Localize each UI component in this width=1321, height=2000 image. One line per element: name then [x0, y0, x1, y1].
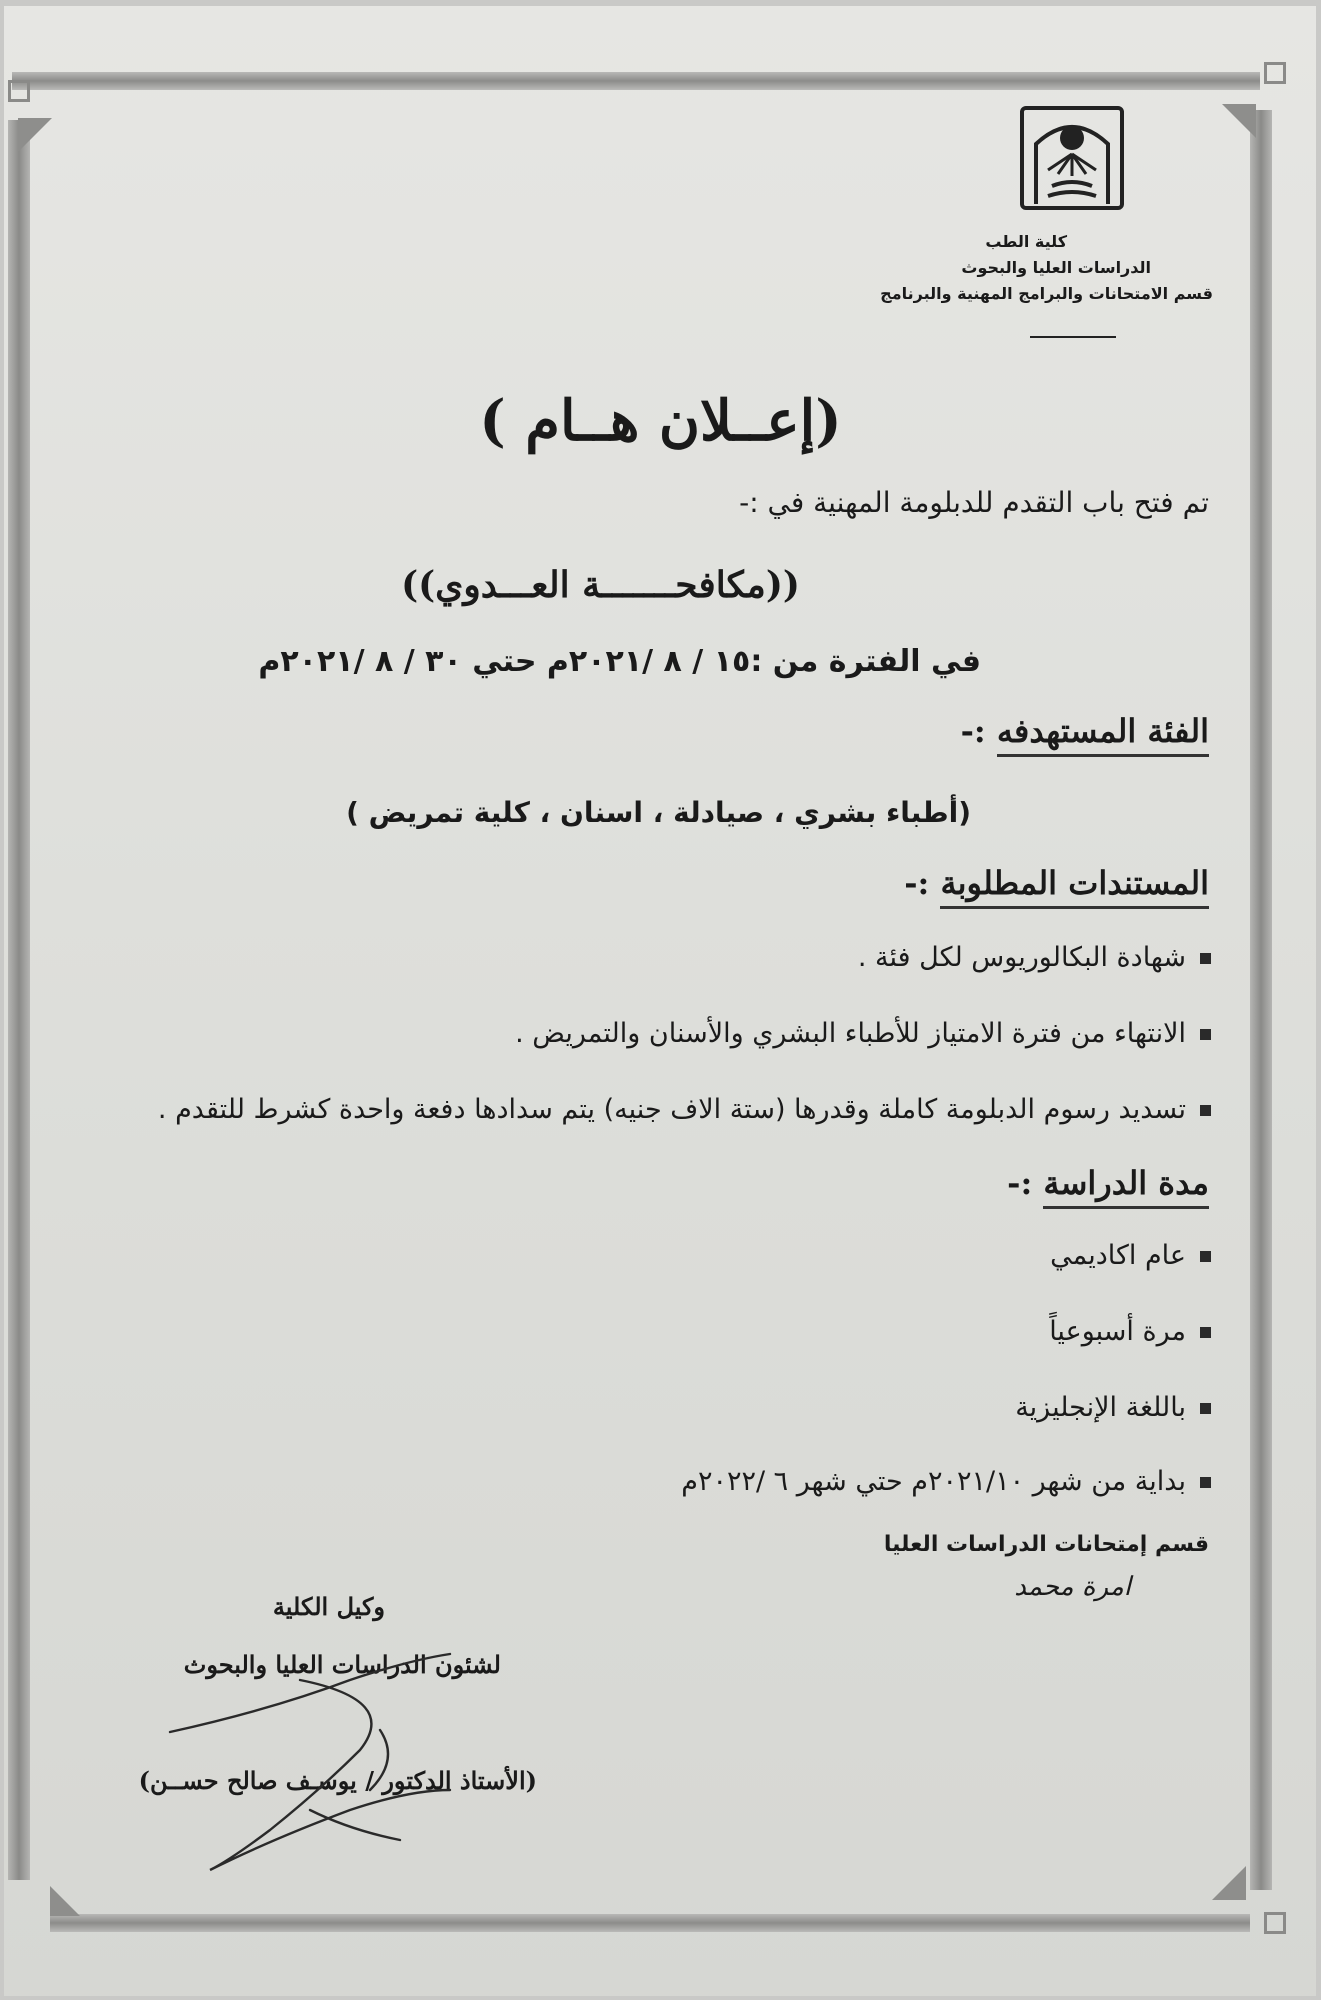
frame-square-ornament: [1264, 1912, 1286, 1934]
handwritten-initials: امرة محمد: [1014, 1572, 1131, 1602]
handwritten-signature-icon: [150, 1640, 510, 1900]
target-group-heading: [961, 712, 1209, 750]
diploma-name: ((مكافحـــــــة العـــدوي)): [401, 564, 800, 606]
signatory-name: (الأستاذ الدكتور / يوسـف صالح حســن): [138, 1766, 537, 1795]
document-item: تسديد رسوم الدبلومة كاملة وقدرها (ستة الاف جنيه) يتم سدادها دفعة واحدة كشرط للتقدم .: [158, 1094, 1211, 1125]
header-divider: [1030, 336, 1116, 338]
heading-suffix: :-: [904, 864, 941, 902]
frame-corner-ornament: [1222, 104, 1256, 138]
exams-office-label: قسم إمتحانات الدراسات العليا: [883, 1532, 1209, 1557]
frame-square-ornament: [1264, 62, 1286, 84]
intro-text: تم فتح باب التقدم للدبلومة المهنية في :-: [739, 486, 1209, 519]
department-name: الدراسات العليا والبحوث: [961, 258, 1151, 277]
frame-corner-ornament: [18, 118, 52, 152]
required-documents-heading-text: المستندات المطلوبة: [940, 864, 1209, 909]
duration-item: عام اكاديمي: [1050, 1240, 1211, 1271]
target-group-value: (أطباء بشري ، صيادلة ، اسنان ، كلية تمريض ): [346, 796, 971, 829]
signatory-title: وكيل الكلية: [272, 1592, 385, 1621]
frame-right-border: [1250, 110, 1272, 1890]
bullet-square-icon: [1200, 953, 1211, 964]
bullet-square-icon: [1200, 1105, 1211, 1116]
bullet-square-icon: [1200, 1403, 1211, 1414]
faculty-name: كلية الطب: [985, 232, 1067, 251]
target-group-heading-text: الفئة المستهدفه: [997, 712, 1209, 757]
duration-item: مرة أسبوعياً: [1049, 1316, 1211, 1347]
frame-left-border: [8, 120, 30, 1880]
signatory-department: لشئون الدراسات العليا والبحوث: [183, 1650, 501, 1679]
frame-bottom-border: [50, 1914, 1250, 1932]
frame-corner-ornament: [50, 1886, 80, 1916]
department-section: قسم الامتحانات والبرامج المهنية والبرنامج: [880, 284, 1213, 303]
duration-item: بداية من شهر ٢٠٢١/١٠م حتي شهر ٦ /٢٠٢٢م: [681, 1466, 1211, 1497]
frame-top-border: [12, 72, 1260, 90]
heading-suffix: :-: [1007, 1164, 1044, 1202]
application-period: في الفترة من :١٥ / ٨ /٢٠٢١م حتي ٣٠ / ٨ /٢٠٢١م: [258, 644, 981, 679]
announcement-title: (إعــلان هــام ): [479, 388, 842, 454]
study-duration-heading: [1007, 1164, 1209, 1202]
study-duration-heading-text: مدة الدراسة: [1043, 1164, 1209, 1209]
duration-item: باللغة الإنجليزية: [1015, 1392, 1211, 1423]
bullet-square-icon: [1200, 1251, 1211, 1262]
assiut-university-logo-icon: [1018, 104, 1126, 212]
required-documents-heading: [904, 864, 1209, 902]
bullet-square-icon: [1200, 1327, 1211, 1338]
heading-suffix: :-: [960, 712, 997, 750]
frame-corner-ornament: [1212, 1866, 1246, 1900]
bullet-square-icon: [1200, 1029, 1211, 1040]
document-item: شهادة البكالوريوس لكل فئة .: [858, 942, 1211, 973]
frame-square-ornament: [8, 80, 30, 102]
document-item: الانتهاء من فترة الامتياز للأطباء البشري والأسنان والتمريض .: [515, 1018, 1211, 1049]
bullet-square-icon: [1200, 1477, 1211, 1488]
